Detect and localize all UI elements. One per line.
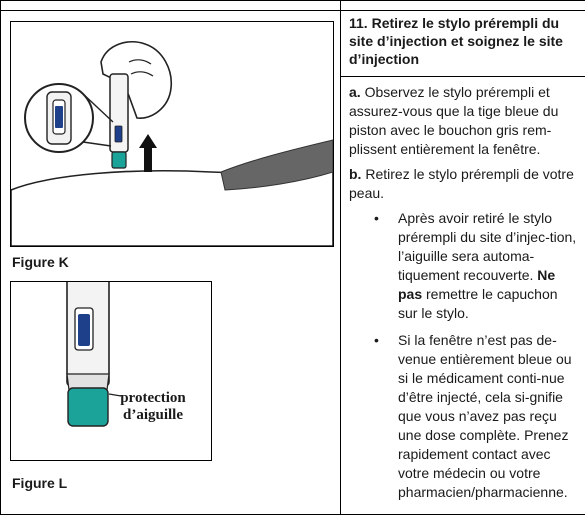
instructions-cell — [341, 11, 585, 515]
figure-k-drawing — [11, 22, 333, 246]
step-a-text: a. Observez le stylo prérempli et assurez-vous que la tige bleue du piston avec le bouchon gris rem-plissent entièrement la fenêtre. — [349, 83, 579, 159]
bullet-item: • Après avoir retiré le stylo prérempli du site d’injec-tion, l’aiguille sera automa-tiquement recouverte. Ne pas remettre le capuchon sur le stylo. — [398, 209, 579, 323]
figures-cell — [1, 11, 341, 515]
step-11-row — [1, 11, 585, 515]
step-b-bullets — [349, 209, 579, 502]
top-strip-row — [1, 1, 585, 11]
needle-shield-closeup — [68, 388, 108, 426]
bullet-symbol: • — [374, 331, 379, 350]
step-b-text: b. Retirez le stylo prérempli de votre peau. — [349, 165, 579, 203]
heading-divider — [341, 76, 585, 77]
figure-k-label: Figure K — [12, 254, 69, 270]
up-arrow — [139, 134, 157, 172]
pen-window — [115, 126, 122, 142]
figure-l-drawing — [11, 282, 211, 460]
figure-l-illustration — [10, 281, 212, 461]
figure-l-label: Figure L — [12, 475, 67, 491]
step-heading: 11. Retirez le stylo prérempli du site d’injection et soignez le site d’injection — [349, 14, 579, 68]
magnified-blue-window — [55, 106, 63, 128]
needle-shield-callout: protection d’aiguille — [113, 390, 193, 424]
bullet-item: • Si la fenêtre n’est pas de-venue entièrement bleue ou si le médicament conti-nue d’être injecté, cela si-gnifie que vous n’avez pas reçu une dose complète. Prenez rapidement contact avec votre médecin ou votre pharmacien/pharmacienne. — [398, 331, 579, 502]
figure-k-illustration — [10, 21, 334, 247]
needle-shield — [112, 152, 126, 168]
pen-window-blue — [78, 314, 90, 346]
bullet-symbol: • — [374, 209, 379, 228]
